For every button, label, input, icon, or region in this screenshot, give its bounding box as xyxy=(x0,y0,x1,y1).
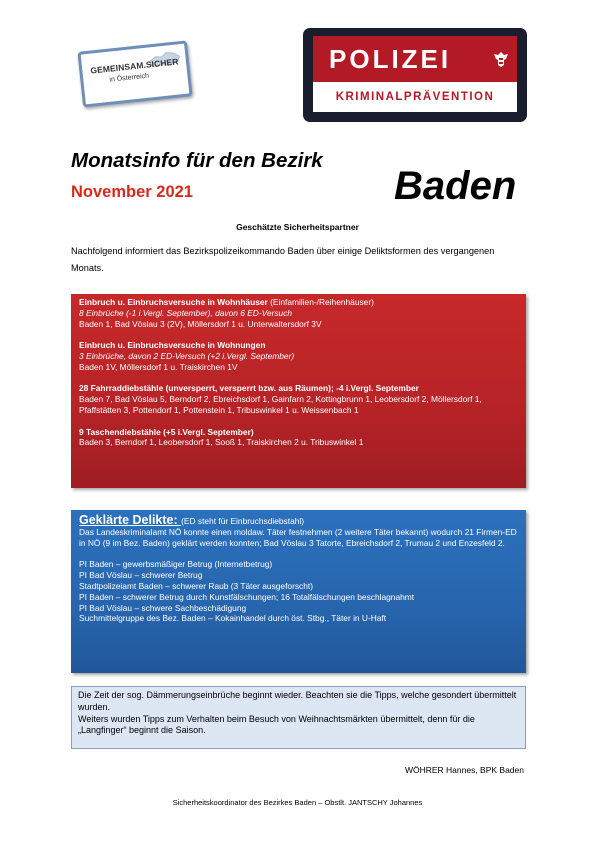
polizei-logo xyxy=(303,28,527,122)
intro-text: Nachfolgend informiert das Bezirkspolizeikommando Baden über einige Deliktsformen des vergangenen Monats. xyxy=(71,246,495,273)
section-detail: Baden 7, Bad Vöslau 5, Berndorf 2, Ebreichsdorf 1, Gainfarn 2, Kottingbrunn 1, Leobersdorf 2, Möllersdorf 1, Pfaffstätten 3, Pottendorf 1, Pottenstein 1, Tribuswinkel 1 u. Weissenbach 1 xyxy=(79,394,482,415)
section-heading xyxy=(79,297,518,308)
section-heading-bold: 28 Fahrraddiebstähle (unversperrt, versperrt bzw. aus Räumen); -4 i.Vergl. September xyxy=(79,383,419,394)
section-pickpocketing xyxy=(79,427,518,449)
tips-box xyxy=(71,686,526,749)
section-detail: Baden 1, Bad Vöslau 3 (2V), Möllersdorf 1 u. Unterwaltersdorf 3V xyxy=(79,318,322,329)
tips-text-1: Die Zeit der sog. Dämmerungseinbrüche beginnt wieder. Beachten sie die Tipps, welche gesondert übermittelt wurden. xyxy=(78,690,517,712)
page-title: Monatsinfo für den Bezirk xyxy=(71,149,323,172)
solved-case-line: PI Baden – gewerbsmäßiger Betrug (Internetbetrug) xyxy=(79,559,273,570)
solved-cases-paragraph: Das Landeskriminalamt NÖ konnte einen moldaw. Täter festnehmen (2 weitere Täter bekannt) wodurch 21 Firmen-ED in NÖ (9 im Bez. Baden) geklärt werden konnten; Bad Vöslau 3 Tatorte, Ebreichsdorf 2, Trumau 2 und Enzesfeld 2. xyxy=(79,526,517,548)
greeting: Geschätzte Sicherheitspartner xyxy=(236,222,359,232)
solved-case-line: Stadtpolizeiamt Baden – schwerer Raub (3 Täter ausgeforscht) xyxy=(79,580,314,591)
section-bicycle-theft xyxy=(79,383,518,415)
solved-cases-box xyxy=(71,510,526,673)
section-heading-bold: 9 Taschendiebstähle (+5 i.Vergl. September) xyxy=(79,426,254,437)
solved-case-line: PI Bad Vöslau – schwere Sachbeschädigung xyxy=(79,602,247,613)
eagle-icon xyxy=(493,50,509,68)
district-title: Baden xyxy=(394,164,517,208)
section-detail: Baden 3, Berndorf 1, Leobersdorf 1, Sooß 1, Traiskirchen 2 u. Tribuswinkel 1 xyxy=(79,437,364,448)
gemeinsam-sicher-card xyxy=(77,40,192,107)
polizei-logo-banner xyxy=(313,36,517,82)
section-apartment-burglary xyxy=(79,340,518,372)
solved-cases-note: (ED steht für Einbruchsdiebstahl) xyxy=(181,516,305,526)
solved-case-line: PI Baden – schwerer Betrug durch Kunstfälschungen; 16 Totalfälschungen beschlagnahmt xyxy=(79,591,415,602)
crime-statistics-box xyxy=(71,294,526,488)
kriminalpraevention-text: KRIMINALPRÄVENTION xyxy=(335,91,495,103)
spacer xyxy=(79,548,518,559)
tips-text-2: Weiters wurden Tipps zum Verhalten beim Besuch von Weihnachtsmärkten übermittelt, denn für die „Langfinger“ beginnt die Saison. xyxy=(78,713,475,736)
solved-cases-heading-row xyxy=(79,515,518,527)
solved-case-line: Suchmittelgruppe des Bez. Baden – Kokainhandel durch öst. Stbg., Täter in U-Haft xyxy=(79,613,387,624)
solved-case-line: PI Bad Vöslau – schwerer Betrug xyxy=(79,570,203,581)
section-detail: Baden 1V, Möllersdorf 1 u. Traiskirchen 1V xyxy=(79,361,238,372)
gemeinsam-sicher-text: GEMEINSAM.SICHER xyxy=(89,56,179,76)
signature: WÖHRER Hannes, BPK Baden xyxy=(404,765,524,775)
gemeinsam-sicher-logo xyxy=(74,40,196,110)
section-summary: 3 Einbrüche, davon 2 ED-Versuch (+2 i.Vergl. September) xyxy=(79,350,295,361)
polizei-word: POLIZEI xyxy=(329,44,452,74)
section-heading-bold: Einbruch u. Einbruchsversuche in Wohnhäuser xyxy=(79,297,268,307)
section-heading-bold: Einbruch u. Einbruchsversuche in Wohnungen xyxy=(79,340,266,351)
in-oesterreich-text: in Österreich xyxy=(109,72,150,84)
section-house-burglary xyxy=(79,297,518,329)
footer: Sicherheitskoordinator des Bezirkes Baden – Obstlt. JANTSCHY Johannes xyxy=(172,798,423,807)
month-title: November 2021 xyxy=(71,183,193,201)
solved-cases-heading: Geklärte Delikte: xyxy=(79,513,182,527)
section-heading-note: (Einfamilien-/Reihenhäuser) xyxy=(267,297,374,307)
section-summary: 8 Einbrüche (-1 i.Vergl. September), davon 6 ED-Versuch xyxy=(79,307,293,318)
polizei-logo-inner xyxy=(313,36,517,112)
